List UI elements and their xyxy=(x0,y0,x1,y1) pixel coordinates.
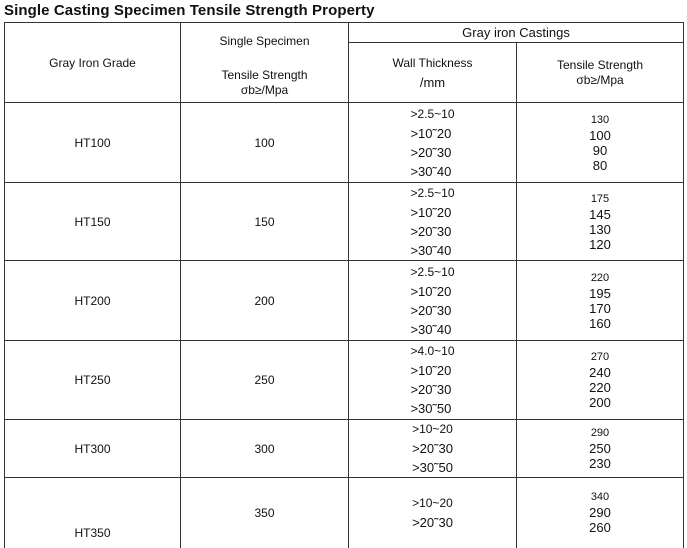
specimen-strength-cell: 150 xyxy=(181,183,349,261)
grade-cell: HT100 xyxy=(5,103,181,183)
castings-tensile-list xyxy=(589,426,611,471)
wall-thickness-value: >10~20 xyxy=(412,422,453,436)
wall-thickness-value: >30˜50 xyxy=(412,460,453,475)
wall-thickness-value: >2.5~10 xyxy=(410,185,455,200)
wall-thickness-value: >30˜50 xyxy=(410,401,452,416)
castings-tensile-text: Tensile Strength xyxy=(556,57,644,72)
wall-thickness-text: Wall Thickness xyxy=(392,55,473,70)
table-row xyxy=(5,183,684,261)
castings-tensile-value: 220 xyxy=(590,271,610,284)
castings-tensile-value: 175 xyxy=(590,192,610,205)
castings-tensile-value: 200 xyxy=(589,395,611,410)
table-row xyxy=(5,103,684,183)
wall-thickness-value: >20˜30 xyxy=(410,144,452,160)
wall-thickness-value: >30˜40 xyxy=(410,242,452,258)
wall-thickness-value: >4.0~10 xyxy=(410,344,455,358)
header-grade: Gray Iron Grade xyxy=(5,23,181,103)
wall-thickness-list xyxy=(410,105,454,181)
castings-tensile-list xyxy=(589,113,611,173)
tensile-strength-table xyxy=(4,22,684,548)
wall-thickness-value: >2.5~10 xyxy=(410,264,455,279)
wall-thickness-value: >20˜30 xyxy=(410,382,452,397)
wall-thickness-value: >20˜30 xyxy=(412,514,453,530)
castings-tensile-cell xyxy=(517,103,684,183)
castings-tensile-value: 170 xyxy=(589,300,611,316)
specimen-tensile-text: Tensile Strength xyxy=(221,68,308,82)
castings-tensile-cell xyxy=(517,478,684,548)
grade-cell: HT250 xyxy=(5,341,181,420)
specimen-strength-cell: 100 xyxy=(181,103,349,183)
castings-tensile-value: 195 xyxy=(589,285,611,301)
header-wall-thickness xyxy=(349,43,517,103)
castings-tensile-value: 100 xyxy=(589,127,611,143)
wall-thickness-cell xyxy=(349,183,517,261)
specimen-strength-cell: 200 xyxy=(181,261,349,341)
castings-tensile-value: 130 xyxy=(590,113,610,126)
wall-thickness-cell xyxy=(349,420,517,478)
castings-tensile-value: 160 xyxy=(589,315,611,331)
specimen-strength-cell: 300 xyxy=(181,420,349,478)
wall-thickness-cell xyxy=(349,341,517,420)
castings-tensile-cell xyxy=(517,341,684,420)
castings-tensile-value: 250 xyxy=(589,441,611,456)
castings-tensile-list xyxy=(589,192,611,252)
grade-cell: HT300 xyxy=(5,420,181,478)
wall-thickness-value: >10~20 xyxy=(412,495,453,510)
wall-thickness-value: >2.5~10 xyxy=(410,106,455,121)
grade-cell: HT350 xyxy=(5,478,181,548)
castings-tensile-cell xyxy=(517,261,684,341)
table-row xyxy=(5,478,684,548)
castings-tensile-value: 230 xyxy=(589,456,611,471)
specimen-strength-cell: 250 xyxy=(181,341,349,420)
castings-tensile-cell xyxy=(517,420,684,478)
castings-tensile-value: 80 xyxy=(592,157,608,173)
wall-thickness-list xyxy=(410,263,454,339)
wall-thickness-value: >10˜20 xyxy=(410,363,452,378)
castings-tensile-list xyxy=(589,350,611,410)
table-row xyxy=(5,261,684,341)
wall-thickness-value: >20˜30 xyxy=(410,223,452,239)
header-gray-castings: Gray iron Castings xyxy=(349,23,684,43)
header-single-specimen xyxy=(181,23,349,103)
header-castings-tensile xyxy=(517,43,684,103)
specimen-tensile-label xyxy=(181,68,348,98)
wall-thickness-value: >20˜30 xyxy=(410,302,452,318)
table-row xyxy=(5,420,684,478)
wall-thickness-value: >10˜20 xyxy=(410,204,452,220)
wall-thickness-value: >10˜20 xyxy=(410,125,452,141)
castings-tensile-unit: σb≥/Mpa xyxy=(576,72,624,87)
wall-thickness-list xyxy=(412,494,453,532)
wall-thickness-list xyxy=(412,420,453,477)
castings-tensile-value: 240 xyxy=(589,365,611,380)
wall-thickness-list xyxy=(410,184,454,260)
specimen-strength-cell: 350 xyxy=(181,478,349,548)
single-specimen-label: Single Specimen xyxy=(219,34,310,48)
castings-tensile-value: 290 xyxy=(589,505,611,521)
grade-cell: HT150 xyxy=(5,183,181,261)
wall-thickness-cell xyxy=(349,478,517,548)
table-row xyxy=(5,341,684,420)
grade-cell: HT200 xyxy=(5,261,181,341)
castings-tensile-cell xyxy=(517,183,684,261)
castings-tensile-value: 145 xyxy=(589,206,611,222)
castings-tensile-value: 270 xyxy=(590,351,610,363)
wall-thickness-unit: /mm xyxy=(419,74,446,90)
castings-tensile-value: 220 xyxy=(589,380,611,395)
specimen-tensile-unit: σb≥/Mpa xyxy=(240,83,289,97)
wall-thickness-cell xyxy=(349,261,517,341)
wall-thickness-value: >20˜30 xyxy=(412,441,453,456)
castings-tensile-value: 90 xyxy=(592,142,608,158)
castings-tensile-value: 260 xyxy=(589,520,611,536)
castings-tensile-list xyxy=(589,271,611,331)
castings-tensile-value: 130 xyxy=(589,221,611,237)
castings-tensile-value: 120 xyxy=(589,236,611,252)
wall-thickness-value: >30˜40 xyxy=(410,321,452,337)
castings-tensile-value: 340 xyxy=(590,491,610,504)
castings-tensile-value: 290 xyxy=(590,427,610,439)
wall-thickness-value: >10˜20 xyxy=(410,283,452,299)
wall-thickness-value: >30˜40 xyxy=(410,163,452,179)
wall-thickness-cell xyxy=(349,103,517,183)
page-title: Single Casting Specimen Tensile Strength Property xyxy=(4,2,375,19)
wall-thickness-list xyxy=(410,342,454,418)
